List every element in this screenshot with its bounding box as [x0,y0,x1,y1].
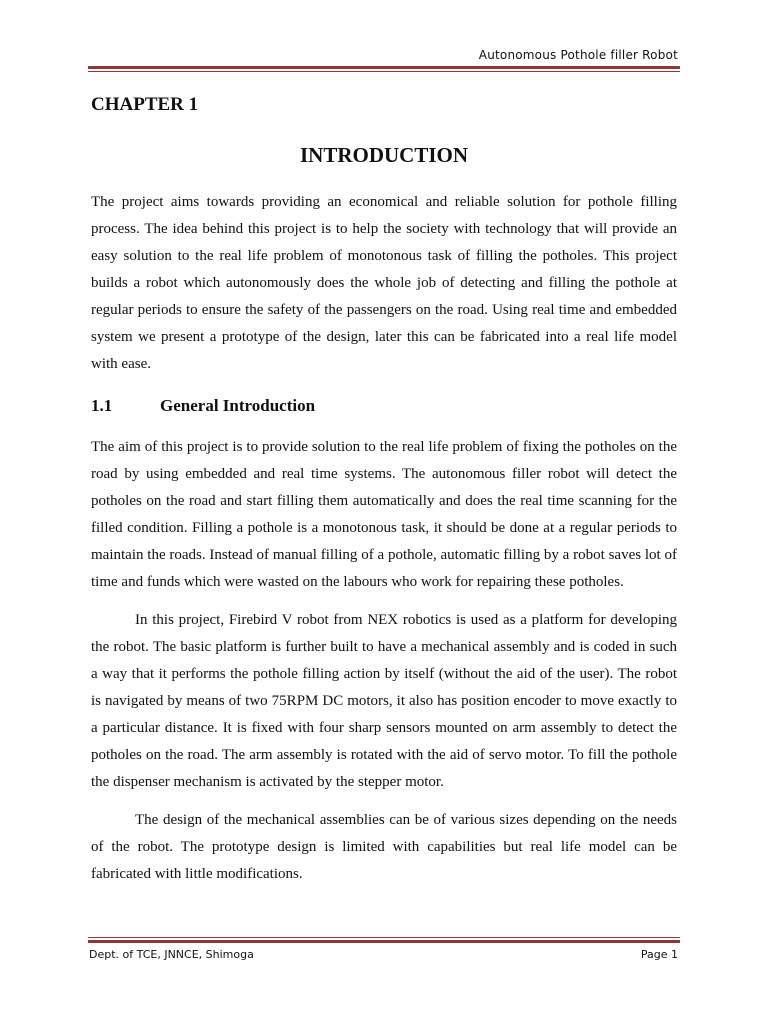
section-paragraph: The design of the mechanical assemblies can be of various sizes depending on the needs of the robot. The prototype design is limited with capabilities but real life model can be fabricated with little modifications. [91,812,677,882]
header-rule-thin [88,71,680,72]
footer-department: Dept. of TCE, JNNCE, Shimoga [89,948,254,961]
chapter-label: CHAPTER 1 [91,94,199,115]
section-paragraph: The aim of this project is to provide solution to the real life problem of fixing the potholes on the road by using embedded and real time systems. The autonomous filler robot will detect the potholes on the road and start filling them automatically and does the real time scanning for the filled condition. Filling a pothole is a monotonous task, it should be done at a regular periods to maintain the roads. Instead of manual filling of a pothole, automatic filling by a robot saves lot of time and funds which were wasted on the labours who work for repairing these potholes. [91,439,677,590]
footer-rule-thick [88,940,680,943]
footer-page-number: Page 1 [640,948,678,961]
section-heading [91,396,315,416]
running-header: Autonomous Pothole filler Robot [478,48,678,62]
section-title: General Introduction [160,396,316,415]
footer-rule-thin [88,937,680,938]
section-number: 1.1 [91,396,113,415]
section-paragraph: In this project, Firebird V robot from NEX robotics is used as a platform for developing the robot. The basic platform is further built to have a mechanical assembly and is coded in such a way that it performs the pothole filling action by itself (without the aid of the user). The robot is navigated by means of two 75RPM DC motors, it also has position encoder to move exactly to a particular distance. It is fixed with four sharp sensors mounted on arm assembly to detect the potholes on the road. The arm assembly is rotated with the aid of servo motor. To fill the pothole the dispenser mechanism is activated by the stepper motor. [91,612,677,790]
chapter-title: INTRODUCTION [299,143,469,167]
header-rule-thick [88,66,680,69]
intro-paragraph: The project aims towards providing an economical and reliable solution for pothole filling process. The idea behind this project is to help the society with technology that will provide an easy solution to the real life problem of monotonous task of filling the potholes. This project builds a robot which autonomously does the whole job of detecting and filling the pothole at regular periods to ensure the safety of the passengers on the road. Using real time and embedded system we present a prototype of the design, later this can be fabricated into a real life model with ease. [91,194,677,372]
